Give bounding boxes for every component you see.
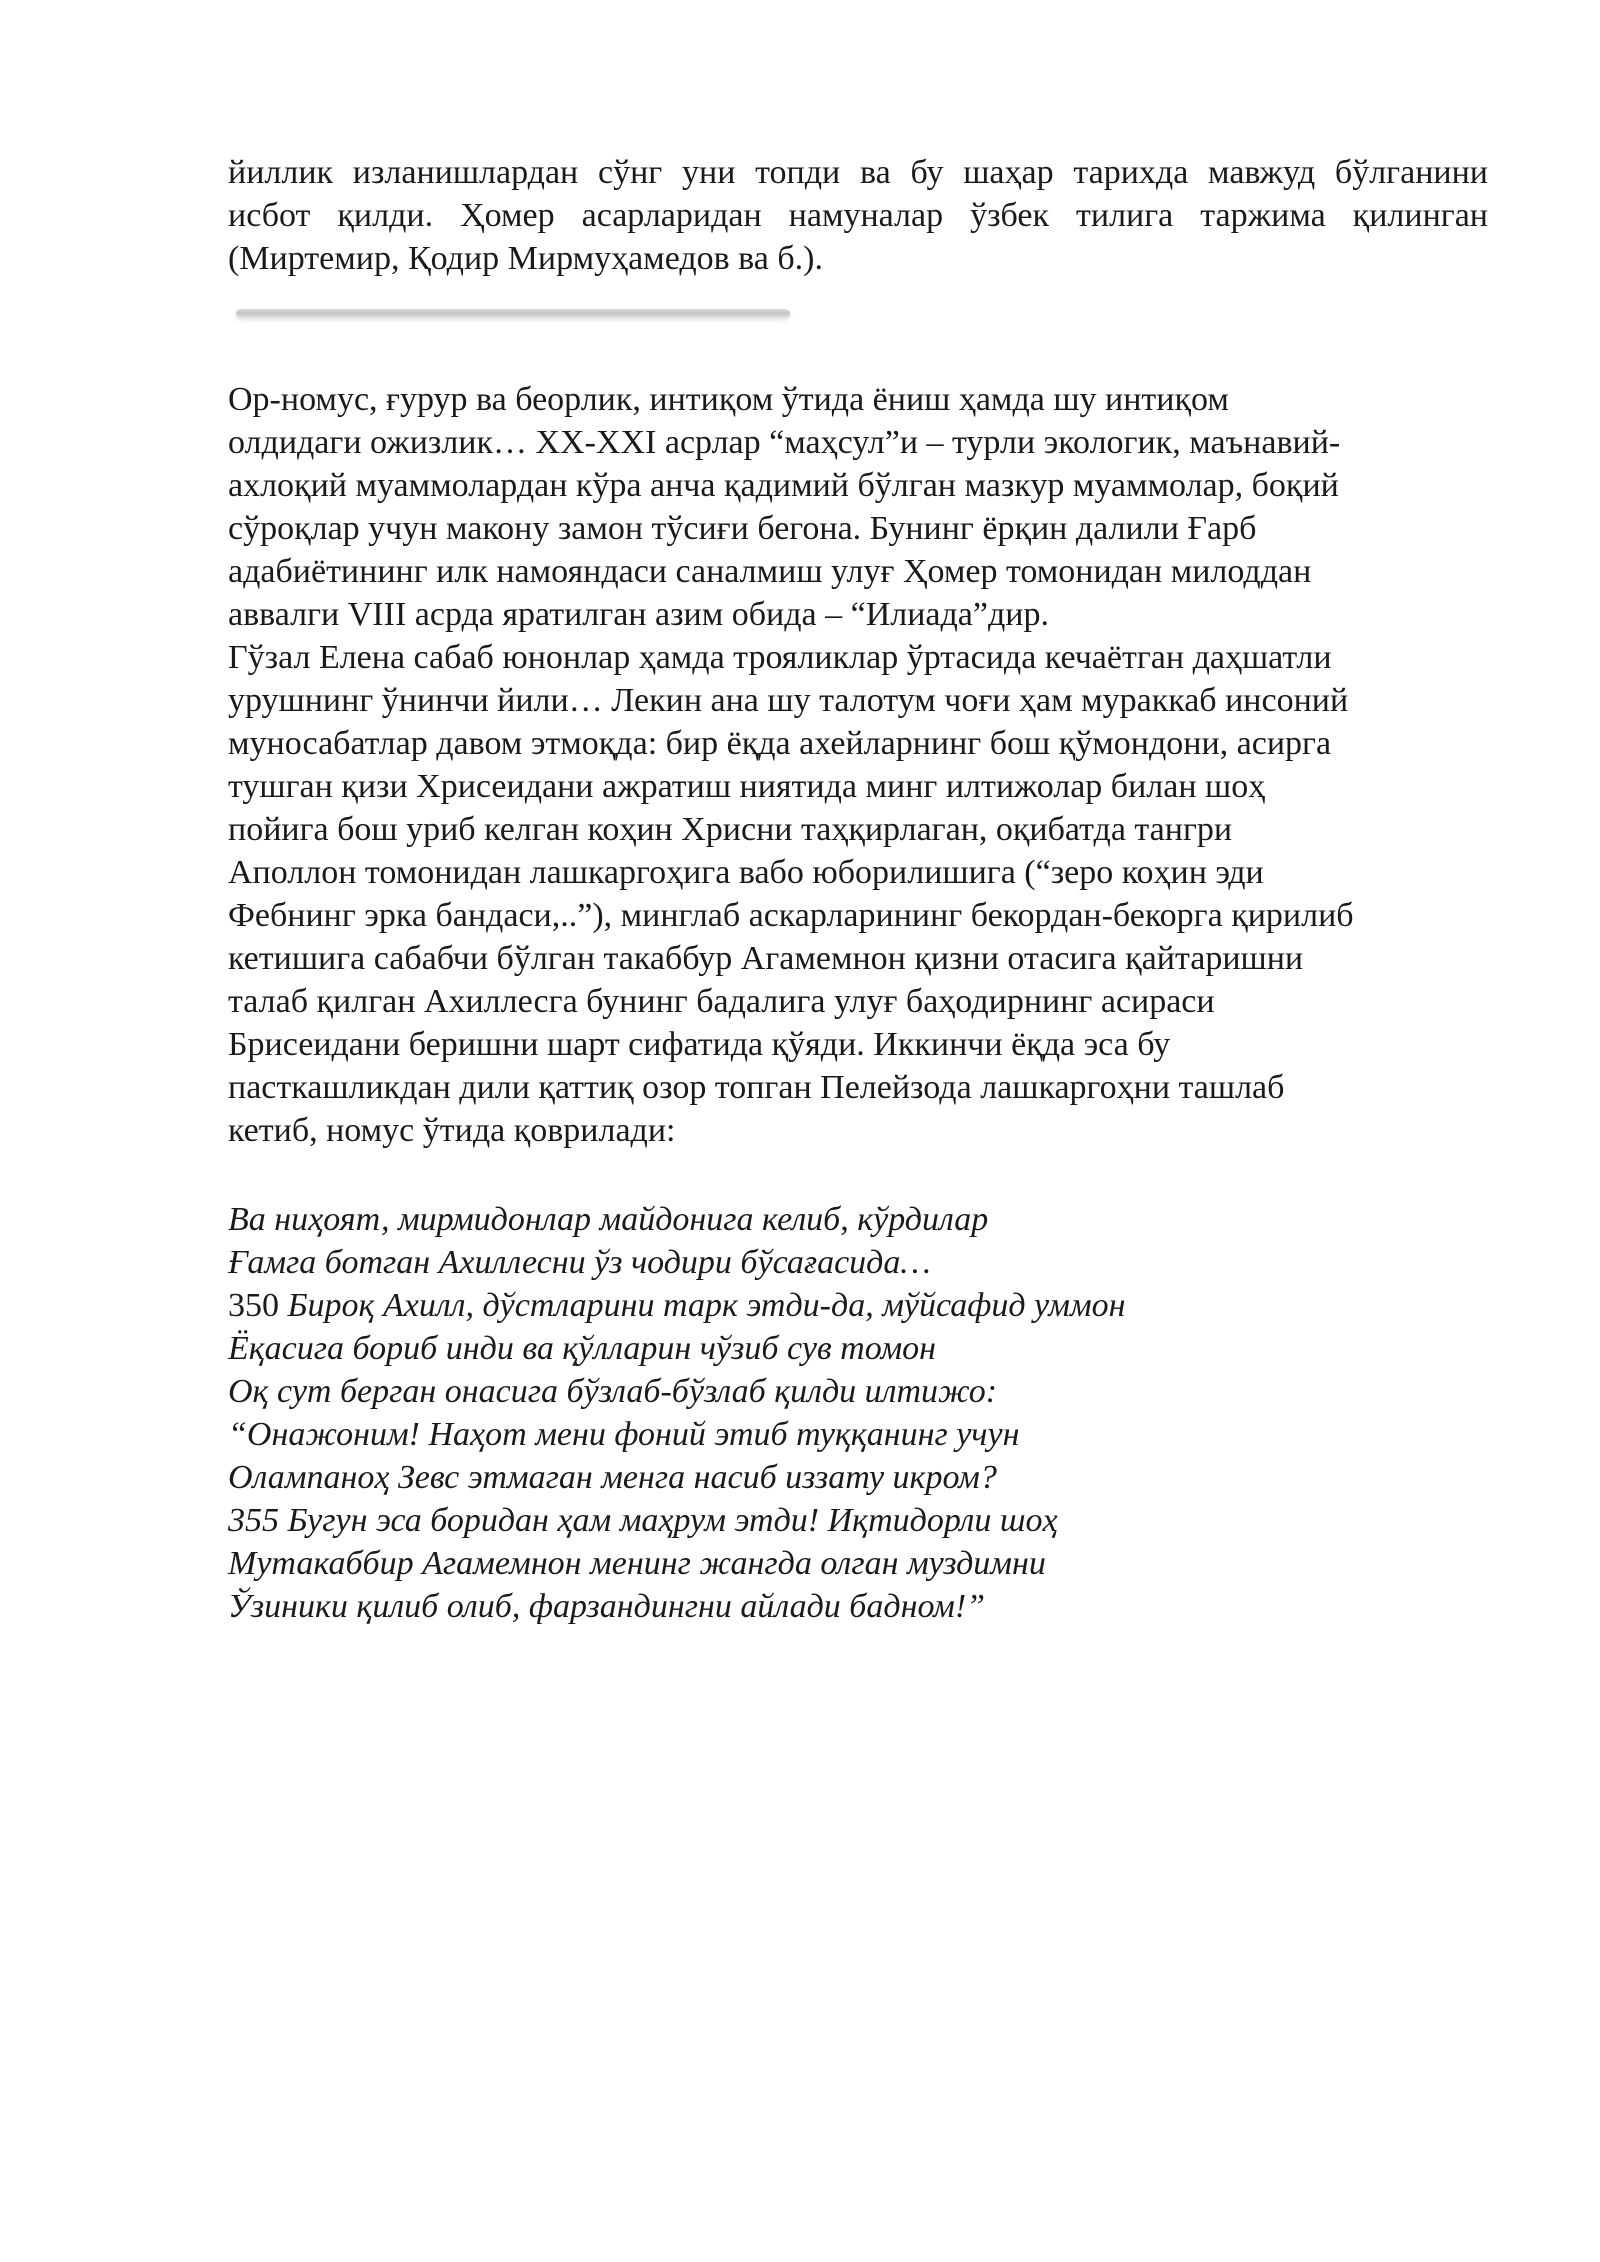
poem-line: Ўзиники қилиб олиб, фарзандингни айлади бадном!” <box>228 1588 986 1625</box>
text-line: Гўзал Елена сабаб юнонлар ҳамда трояликлар ўртасида кечаётган даҳшатли <box>228 639 1332 676</box>
poem-excerpt <box>228 1198 1488 1628</box>
text-line: ахлоқий муаммолардан кўра анча қадимий бўлган мазкур муаммолар, боқий <box>228 467 1339 504</box>
intro-paragraph <box>228 151 1488 280</box>
main-paragraph <box>228 378 1488 1152</box>
poem-line: Мутакаббир Агамемнон менинг жангда олган муздимни <box>228 1545 1046 1582</box>
section-separator <box>236 309 790 318</box>
poem-line: “Онажоним! Наҳот мени фоний этиб туққанинг учун <box>228 1416 1020 1453</box>
poem-line <box>228 1284 1488 1327</box>
text-line: пойига бош уриб келган коҳин Хрисни таҳқирлаган, оқибатда тангри <box>228 811 1233 848</box>
text-line: йиллик изланишлардан сўнг уни топди ва бу шаҳар тарихда мавжуд бўлганини <box>228 154 1488 191</box>
text-line: олдидаги ожизлик… XX-XXI асрлар “маҳсул”и – турли экологик, маънавий- <box>228 424 1341 461</box>
text-line: (Миртемир, Қодир Мирмуҳамедов ва б.). <box>228 240 823 277</box>
text-line: кетишига сабабчи бўлган такаббур Агамемнон қизни отасига қайтаришни <box>228 940 1304 977</box>
text-line: аввалги VIII асрда яратилган азим обида – “Илиада”дир. <box>228 596 1049 633</box>
poem-line: 355 Бугун эса боридан ҳам маҳрум этди! Иқтидорли шоҳ <box>228 1502 1058 1539</box>
text-line: урушнинг ўнинчи йили… Лекин ана шу талотум чоғи ҳам мураккаб инсоний <box>228 682 1349 719</box>
poem-line: Ва ниҳоят, мирмидонлар майдонига келиб, кўрдилар <box>228 1201 989 1238</box>
text-line: тушган қизи Хрисеидани ажратиш ниятида минг илтижолар билан шоҳ <box>228 768 1266 805</box>
poem-line: Ғамга ботган Ахиллесни ўз чодири бўсағасида… <box>228 1244 931 1281</box>
text-line: сўроқлар учун макону замон тўсиғи бегона. Бунинг ёрқин далили Ғарб <box>228 510 1257 547</box>
text-line: адабиётининг илк намояндаси саналмиш улуғ Ҳомер томонидан милоддан <box>228 553 1312 590</box>
text-line: Ор-номус, ғурур ва беорлик, интиқом ўтида ёниш ҳамда шу интиқом <box>228 381 1229 418</box>
text-line: Аполлон томонидан лашкаргоҳига вабо юборилишига (“зеро коҳин эди <box>228 854 1264 891</box>
text-line: Брисеидани беришни шарт сифатида қўяди. Иккинчи ёқда эса бу <box>228 1026 1171 1063</box>
text-line: пасткашликдан дили қаттиқ озор топган Пелейзода лашкаргоҳни ташлаб <box>228 1069 1285 1106</box>
line-number: 350 <box>228 1287 279 1324</box>
text-line: талаб қилган Ахиллесга бунинг бадалига улуғ баҳодирнинг асираси <box>228 983 1215 1020</box>
text-line: Фебнинг эрка бандаси,..”), минглаб аскарларининг бекордан-бекорга қирилиб <box>228 897 1354 934</box>
poem-line: Ёқасига бориб инди ва қўлларин чўзиб сув томон <box>228 1330 937 1367</box>
poem-line-text: Бироқ Ахилл, дўстларини тарк этди-да, мўйсафид уммон <box>287 1287 1126 1324</box>
poem-line: Олампаноҳ Зевс этмаган менга насиб иззату икром? <box>228 1459 997 1496</box>
text-line: исбот қилди. Ҳомер асарларидан намуналар ўзбек тилига таржима қилинган <box>228 197 1488 234</box>
text-line: кетиб, номус ўтида қоврилади: <box>228 1112 676 1149</box>
text-line: муносабатлар давом этмоқда: бир ёқда ахейларнинг бош қўмондони, асирга <box>228 725 1332 762</box>
poem-line: Оқ сут берган онасига бўзлаб-бўзлаб қилди илтижо: <box>228 1373 998 1410</box>
